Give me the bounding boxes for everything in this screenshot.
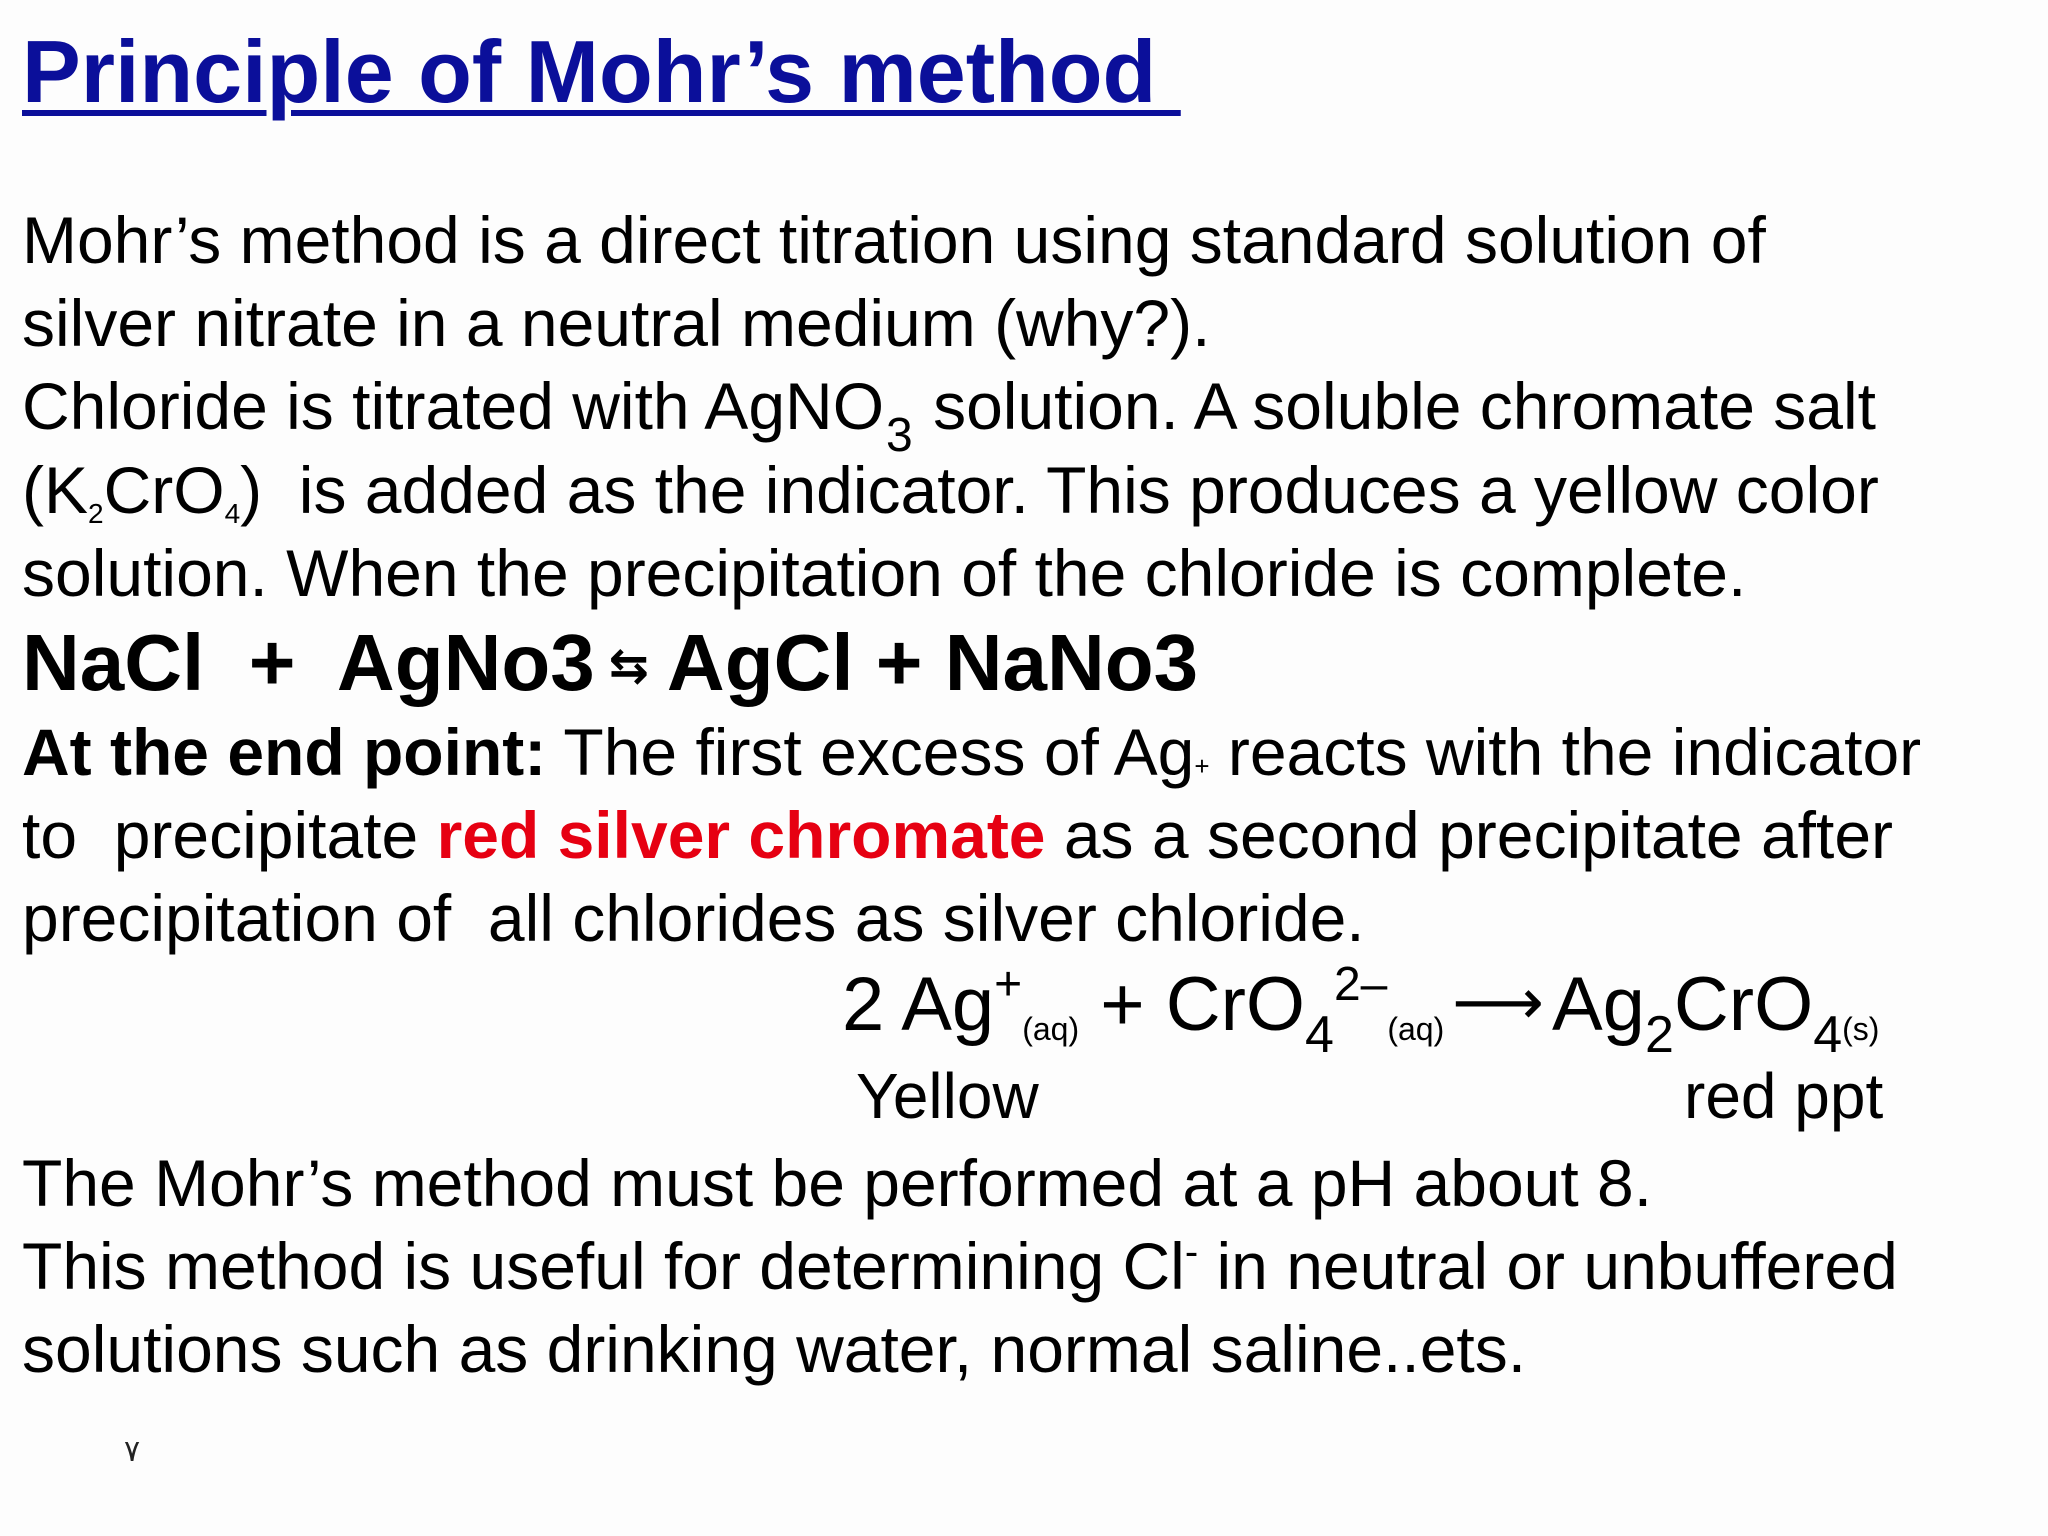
products: AgCl + NaNo3 — [666, 618, 1199, 707]
superscript: - — [1184, 1230, 1199, 1274]
reaction-equation-2 — [842, 960, 1879, 1064]
paragraph-line — [22, 1226, 1898, 1316]
right-arrow-icon: ⟶ — [1452, 966, 1544, 1038]
text-run: Chloride is titrated with AgNO — [22, 369, 885, 443]
slide-title: Principle of Mohr’s method — [22, 22, 1181, 121]
text-run: to precipitate — [22, 798, 437, 872]
eq-text: + CrO — [1079, 962, 1306, 1047]
text-run: reacts with the indicator — [1209, 715, 1922, 789]
charge: 2– — [1333, 958, 1388, 1011]
endpoint-label: At the end point: — [22, 715, 547, 789]
page-number: ٧ — [124, 1435, 141, 1468]
text-run: (K — [22, 453, 88, 527]
paragraph-line: silver nitrate in a neutral medium (why?). — [22, 286, 1211, 360]
superscript: + — [1194, 751, 1210, 781]
reaction-equation-1 — [22, 618, 1199, 715]
label-yellow: Yellow — [856, 1060, 1039, 1132]
paragraph-line: precipitation of all chlorides as silver chloride. — [22, 881, 1365, 955]
equilibrium-arrows-icon: ⇆ — [608, 640, 649, 693]
text-run: ) is added as the indicator. This produces a yellow color — [240, 453, 1879, 527]
highlight-text: red silver chromate — [436, 798, 1046, 872]
eq-text: 2 Ag — [842, 962, 995, 1047]
eq-text: CrO — [1673, 962, 1814, 1047]
paragraph-line — [22, 795, 1893, 875]
text-run: in neutral or unbuffered — [1198, 1229, 1898, 1303]
paragraph-line: Mohr’s method is a direct titration using standard solution of — [22, 203, 1766, 277]
charge: + — [994, 958, 1023, 1011]
state: (s) — [1842, 1011, 1880, 1047]
subscript: 4 — [1813, 1006, 1843, 1064]
label-red-ppt: red ppt — [1684, 1060, 1884, 1132]
subscript: 4 — [1305, 1006, 1334, 1064]
text-run: The first excess of Ag — [546, 715, 1195, 789]
paragraph-line: solution. When the precipitation of the chloride is complete. — [22, 536, 1747, 610]
paragraph-line — [22, 712, 1921, 806]
state: (aq) — [1387, 1011, 1445, 1047]
state: (aq) — [1022, 1011, 1080, 1047]
text-run: This method is useful for determining Cl — [22, 1229, 1185, 1303]
paragraph-line: solutions such as drinking water, normal saline..ets. — [22, 1312, 1527, 1386]
paragraph-line: The Mohr’s method must be performed at a pH about 8. — [22, 1146, 1653, 1220]
text-run: solution. A soluble chromate salt — [914, 369, 1876, 443]
eq-text: Ag — [1551, 962, 1645, 1047]
subscript: 4 — [224, 498, 241, 529]
reactants: NaCl + AgNo3 — [22, 618, 595, 707]
text-run: as a second precipitate after — [1045, 798, 1894, 872]
text-run: CrO — [103, 453, 225, 527]
paragraph-line — [22, 366, 1876, 462]
subscript: 3 — [886, 409, 913, 462]
subscript: 2 — [88, 498, 104, 529]
paragraph-line — [22, 450, 1879, 544]
subscript: 2 — [1644, 1006, 1674, 1064]
